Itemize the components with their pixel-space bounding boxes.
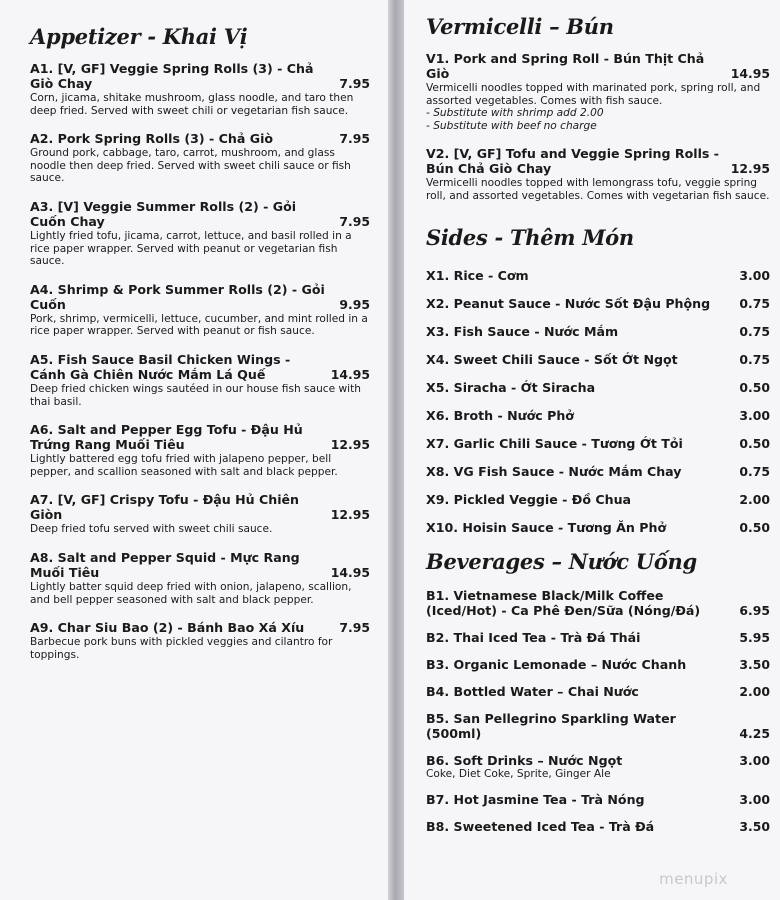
side-item-price: 0.50 [739,379,770,395]
menu-item-row [30,550,370,580]
beverage-name: B2. Thai Iced Tea - Trà Đá Thái [426,629,641,645]
watermark-text: menupix [659,870,728,888]
beverage-row [426,711,770,741]
beverage-row [426,792,770,807]
menu-item-price: 7.95 [339,620,370,636]
beverage-price: 2.00 [739,683,770,699]
menu-item [30,620,370,661]
beverage-price: 3.00 [739,791,770,807]
menu-item-name: A9. Char Siu Bao (2) - Bánh Bao Xá Xíu [30,620,305,636]
beverage-name: B4. Bottled Water – Chai Nước [426,683,639,699]
side-item-name: X3. Fish Sauce - Nước Mắm [426,323,619,339]
menu-item-price: 14.95 [330,366,370,382]
side-item-price: 3.00 [739,267,770,283]
menu-item-description: Vermicelli noodles topped with lemongrass tofu, veggie spring roll, and assorted vegetables. Comes with vegetarian fish sauce. [426,177,770,202]
beverage-row [426,684,770,699]
menu-item-description: Corn, jicama, shitake mushroom, glass noodle, and taro then deep fried. Served with sweet chili or vegetarian fish sauce. [30,92,354,117]
menu-item-description: Pork, shrimp, vermicelli, lettuce, cucumber, and mint rolled in a rice paper wrapper. Served with peanut or fish sauce. [30,312,368,338]
beverage-item [426,684,770,699]
menu-item-price: 12.95 [330,507,370,523]
menu-item-name: V2. [V, GF] Tofu and Veggie Spring Rolls - Bún Chả Giò Chay [426,146,720,177]
menu-item-description: Lightly fried tofu, jicama, carrot, lettuce, and basil rolled in a rice paper wrapper. Served with peanut or vegetarian fish sauce. [30,229,352,268]
side-item-name: X8. VG Fish Sauce - Nước Mắm Chay [426,463,682,479]
menu-item-name: A6. Salt and Pepper Egg Tofu - Đậu Hủ Trứng Rang Muối Tiêu [30,422,303,453]
menu-item-row [30,352,370,382]
side-item-name: X9. Pickled Veggie - Đồ Chua [426,491,632,507]
menu-item-row [426,146,770,176]
side-item-price: 0.75 [739,463,770,479]
beverage-item [426,630,770,645]
side-item-price: 3.00 [739,407,770,423]
beverages-list [426,588,770,834]
beverage-row [426,657,770,672]
beverage-row [426,819,770,834]
side-item-price: 0.75 [739,351,770,367]
beverage-price: 3.50 [739,818,770,834]
menu-item-row [30,282,370,312]
menu-item-row [30,131,370,146]
menu-item-name: A8. Salt and Pepper Squid - Mực Rang Muối Tiêu [30,549,300,580]
beverage-name: B3. Organic Lemonade – Nước Chanh [426,656,687,672]
side-item [426,352,770,367]
beverage-name: B8. Sweetened Iced Tea - Trà Đá [426,818,655,834]
beverage-row [426,630,770,645]
menu-item-description: Deep fried chicken wings sautéed in our house fish sauce with thai basil. [30,382,361,408]
sides-section-title: Sides - Thêm Món [426,224,634,250]
menu-item-row [30,492,370,522]
menu-item-description: Ground pork, cabbage, taro, carrot, mushroom, and glass noodle then deep fried. Served with sweet chili sauce or fish sauce. [30,147,351,185]
menu-page-left [0,0,388,900]
menu-item [30,282,370,338]
menu-item-row [30,620,370,635]
menu-item-price: 7.95 [339,76,370,91]
menu-item-name: A3. [V] Veggie Summer Rolls (2) - Gỏi Cuốn Chay [30,198,297,229]
menu-item-row [30,422,370,452]
appetizer-section-title: Appetizer - Khai Vị [30,24,248,49]
menu-item [30,131,370,185]
side-item [426,408,770,423]
side-item-name: X6. Broth - Nước Phở [426,407,574,423]
menu-item-name: V1. Pork and Spring Roll - Bún Thịt Chả Giò [426,51,705,81]
menu-item-price: 14.95 [330,564,370,580]
menu-item-price: 14.95 [730,66,770,81]
menu-item-price: 7.95 [339,213,370,229]
beverage-name: B5. San Pellegrino Sparkling Water (500ml) [426,710,676,741]
side-item [426,492,770,507]
beverage-item [426,588,770,618]
menu-item [30,199,370,268]
menu-item-row [30,199,370,229]
side-item [426,268,770,283]
side-item [426,520,770,535]
menu-item-note: - Substitute with shrimp add 2.00 [426,107,604,120]
side-item-name: X4. Sweet Chili Sauce - Sốt Ớt Ngọt [426,351,678,367]
menu-item-name: A4. Shrimp & Pork Summer Rolls (2) - Gỏi Cuốn [30,281,325,312]
beverage-item [426,753,770,780]
menu-item-name: A5. Fish Sauce Basil Chicken Wings - Cánh Gà Chiên Nước Mắm Lá Quế [30,351,291,382]
side-item [426,380,770,395]
beverages-section-title: Beverages – Nước Uống [426,548,697,574]
menu-item-note: - Substitute with beef no charge [426,119,597,132]
menu-page-right [404,0,780,900]
side-item-name: X2. Peanut Sauce - Nước Sốt Đậu Phộng [426,295,711,311]
menu-item [426,51,770,132]
side-item [426,436,770,451]
side-item-price: 0.50 [739,435,770,451]
menu-item [30,550,370,606]
beverage-name: B1. Vietnamese Black/Milk Coffee (Iced/Hot) - Ca Phê Đen/Sữa (Nóng/Đá) [426,587,701,618]
beverage-price: 3.50 [739,656,770,672]
vermicelli-list [426,51,770,203]
menu-item-description: Lightly batter squid deep fried with onion, jalapeno, scallion, and bell pepper seasoned with salt and black pepper. [30,580,352,606]
side-item [426,296,770,311]
side-item-name: X7. Garlic Chili Sauce - Tương Ớt Tỏi [426,435,683,451]
vermicelli-section-title: Vermicelli – Bún [426,14,614,39]
appetizer-list [30,61,370,661]
side-item-name: X5. Siracha - Ớt Siracha [426,379,596,395]
side-item-price: 0.50 [739,519,770,535]
menu-item-price: 9.95 [339,296,370,312]
sides-list [426,268,770,535]
menu-item-price: 12.95 [730,161,770,177]
beverage-price: 6.95 [739,602,770,618]
side-item [426,324,770,339]
menu-item [30,352,370,408]
side-item-name: X1. Rice - Cơm [426,267,529,283]
menu-item [30,422,370,478]
beverage-price: 4.25 [739,725,770,741]
side-item [426,464,770,479]
side-item-price: 0.75 [739,323,770,339]
beverage-subtext: Coke, Diet Coke, Sprite, Ginger Ale [426,767,611,780]
beverage-price: 3.00 [739,752,770,768]
beverage-item [426,711,770,741]
side-item-name: X10. Hoisin Sauce - Tương Ăn Phở [426,519,667,535]
beverage-item [426,819,770,834]
beverage-item [426,792,770,807]
menu-item [30,61,370,117]
book-gutter [388,0,404,900]
beverage-name: B6. Soft Drinks – Nước Ngọt [426,752,623,768]
beverage-row [426,753,770,768]
beverage-price: 5.95 [739,629,770,645]
menu-item-price: 12.95 [330,437,370,453]
menu-item [426,146,770,202]
beverage-name: B7. Hot Jasmine Tea - Trà Nóng [426,791,645,807]
menu-item-description: Deep fried tofu served with sweet chili sauce. [30,523,273,536]
menu-item-description: Lightly battered egg tofu fried with jalapeno pepper, bell pepper, and scallion seasoned with salt and black pepper. [30,453,338,478]
menu-item-name: A7. [V, GF] Crispy Tofu - Đậu Hủ Chiên Giòn [30,492,300,523]
menu-item-row [30,61,370,91]
menu-item-row [426,51,770,81]
menu-item [30,492,370,536]
menu-item-description: Vermicelli noodles topped with marinated pork, spring roll, and assorted vegetables. Comes with fish sauce. [426,82,761,107]
menu-item-description: Barbecue pork buns with pickled veggies and cilantro for toppings. [30,636,333,661]
side-item-price: 0.75 [739,295,770,311]
side-item-price: 2.00 [739,491,770,507]
menu-item-name: A1. [V, GF] Veggie Spring Rolls (3) - Chả Giò Chay [30,61,314,91]
menu-item-price: 7.95 [339,131,370,147]
menu-item-name: A2. Pork Spring Rolls (3) - Chả Giò [30,131,274,147]
beverage-row [426,588,770,618]
beverage-item [426,657,770,672]
